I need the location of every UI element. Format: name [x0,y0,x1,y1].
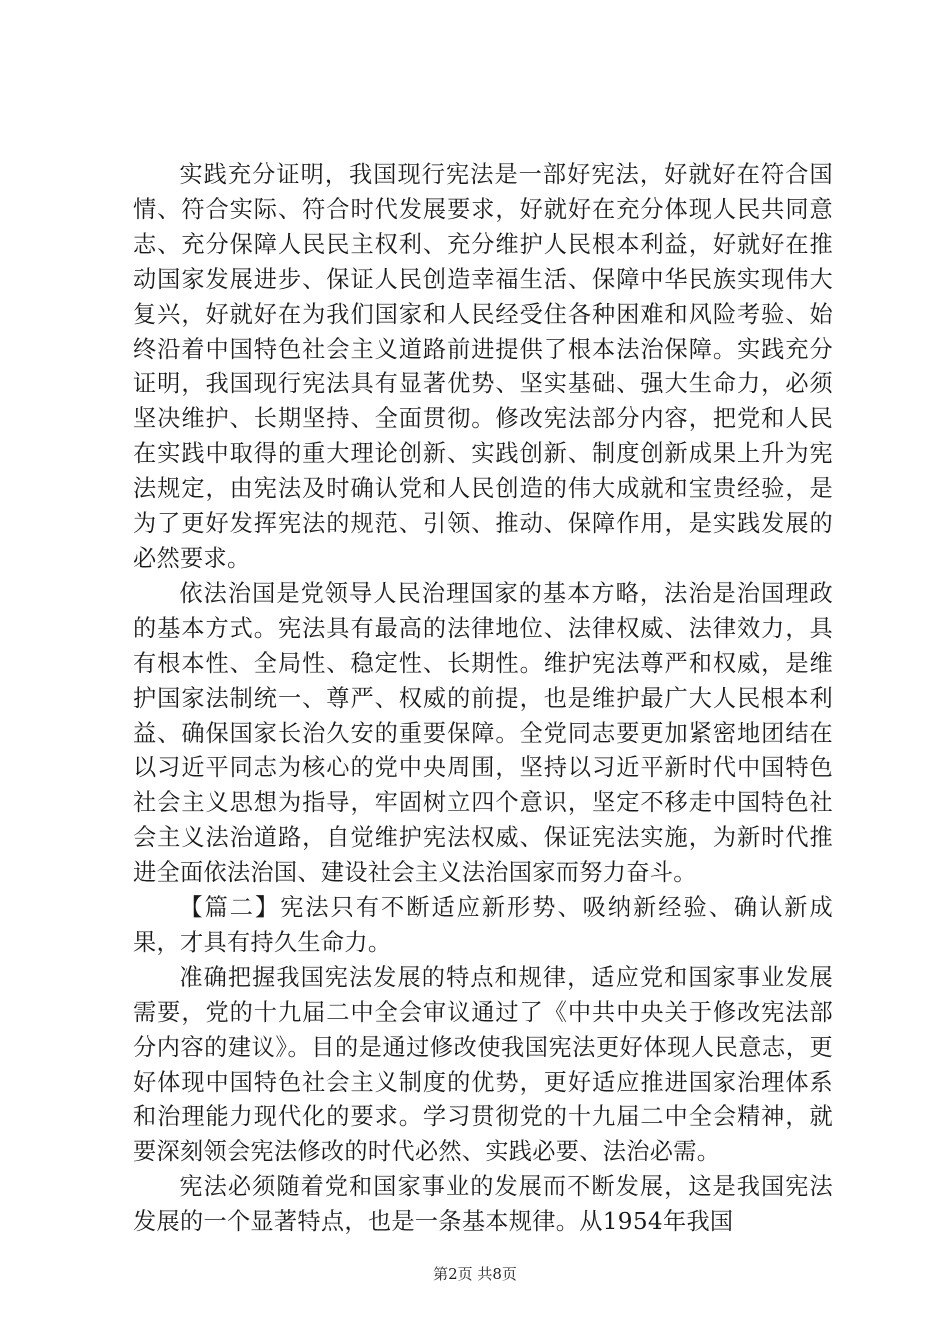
paragraph-1: 实践充分证明，我国现行宪法是一部好宪法，好就好在符合国情、符合实际、符合时代发展要求，好就好在充分体现人民共同意志、充分保障人民民主权利、充分维护人民根本利益，好就好在推动国家发展进步、保证人民创造幸福生活、保障中华民族实现伟大复兴，好就好在为我们国家和人民经受住各种困难和风险考验、始终沿着中国特色社会主义道路前进提供了根本法治保障。实践充分证明，我国现行宪法具有显著优势、坚实基础、强大生命力，必须坚决维护、长期坚持、全面贯彻。修改宪法部分内容，把党和人民在实践中取得的重大理论创新、实践创新、制度创新成果上升为宪法规定，由宪法及时确认党和人民创造的伟大成就和宝贵经验，是为了更好发挥宪法的规范、引领、推动、保障作用，是实践发展的必然要求。 [133,161,833,572]
document-body [133,158,833,1240]
paragraph-5: 宪法必须随着党和国家事业的发展而不断发展，这是我国宪法发展的一个显著特点，也是一条基本规律。从1954年我国 [133,1173,833,1236]
paragraph-3: 【篇二】宪法只有不断适应新形势、吸纳新经验、确认新成果，才具有持久生命力。 [133,894,833,956]
paragraph-4: 准确把握我国宪法发展的特点和规律，适应党和国家事业发展需要，党的十九届二中全会审议通过了《中共中央关于修改宪法部分内容的建议》。目的是通过修改使我国宪法更好体现人民意志，更好体现中国特色社会主义制度的优势，更好适应推进国家治理体系和治理能力现代化的要求。学习贯彻党的十九届二中全会精神，就要深刻领会宪法修改的时代必然、实践必要、法治必需。 [133,963,833,1166]
page-number-footer: 第2页 共8页 [433,1265,517,1283]
paragraph-2: 依法治国是党领导人民治理国家的基本方略，法治是治国理政的基本方式。宪法具有最高的法律地位、法律权威、法律效力，具有根本性、全局性、稳定性、长期性。维护宪法尊严和权威，是维护国家法制统一、尊严、权威的前提，也是维护最广大人民根本利益、确保国家长治久安的重要保障。全党同志要更加紧密地团结在以习近平同志为核心的党中央周围，坚持以习近平新时代中国特色社会主义思想为指导，牢固树立四个意识，坚定不移走中国特色社会主义法治道路，自觉维护宪法权威、保证宪法实施，为新时代推进全面依法治国、建设社会主义法治国家而努力奋斗。 [133,579,833,887]
